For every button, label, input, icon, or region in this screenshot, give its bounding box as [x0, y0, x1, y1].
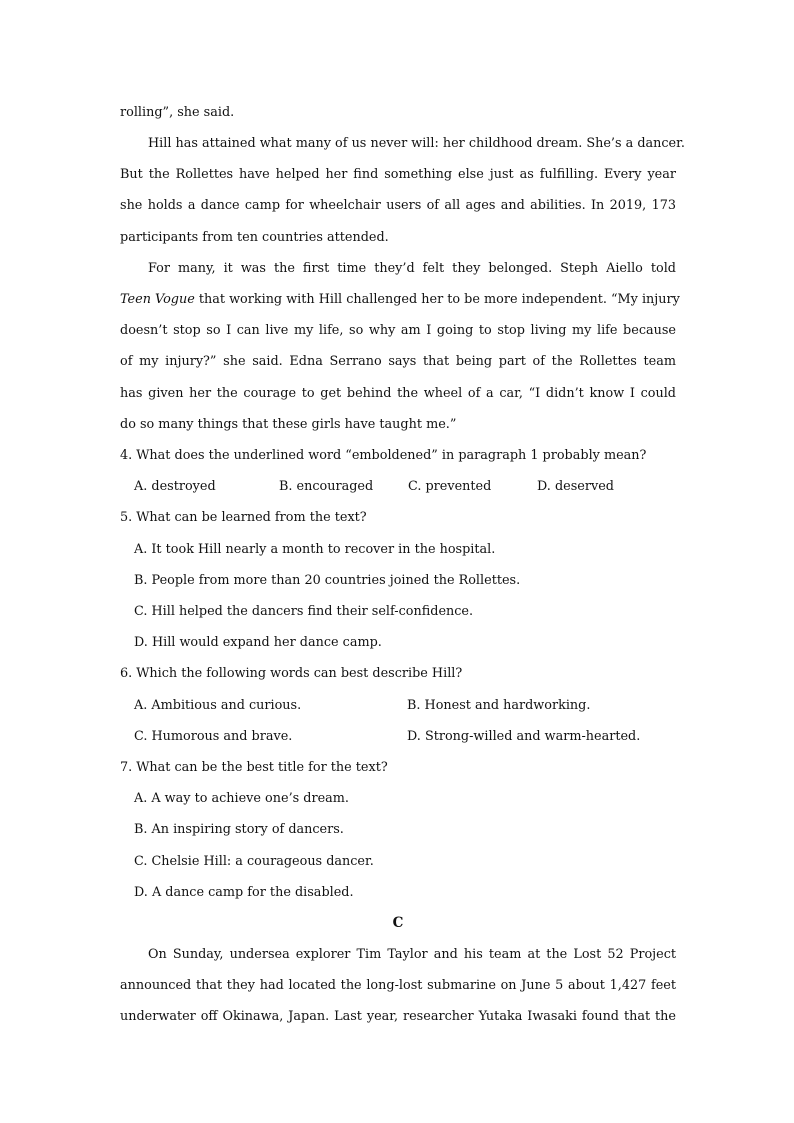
paragraph-2-line-1: For many, it was the first time they’d felt they belonged. Steph Aiello told — [148, 261, 676, 276]
question-5-option-d: D. Hill would expand her dance camp. — [134, 635, 382, 650]
question-7-option-a: A. A way to achieve one’s dream. — [134, 791, 349, 806]
section-c-line-2: announced that they had located the long-lost submarine on June 5 about 1,427 feet — [120, 978, 676, 993]
paragraph-2-line-5: has given her the courage to get behind the wheel of a car, “I didn’t know I could — [120, 386, 676, 401]
paragraph-2-line-2 — [120, 292, 680, 307]
question-7-option-c: C. Chelsie Hill: a courageous dancer. — [134, 854, 374, 869]
paragraph-2-line-4: of my injury?” she said. Edna Serrano says that being part of the Rollettes team — [120, 354, 676, 369]
section-c-line-1: On Sunday, undersea explorer Tim Taylor and his team at the Lost 52 Project — [148, 947, 676, 962]
question-6-option-b: B. Honest and hardworking. — [407, 698, 591, 713]
question-6-option-d: D. Strong-willed and warm-hearted. — [407, 729, 641, 744]
question-6-stem: 6. Which the following words can best describe Hill? — [120, 666, 463, 681]
question-4-option-a: A. destroyed — [134, 479, 216, 494]
paragraph-1-line-4: participants from ten countries attended. — [120, 230, 389, 245]
question-4-option-c: C. prevented — [408, 479, 492, 494]
question-5-stem: 5. What can be learned from the text? — [120, 510, 367, 525]
question-6-option-a: A. Ambitious and curious. — [134, 698, 302, 713]
question-6-option-c: C. Humorous and brave. — [134, 729, 293, 744]
question-4-stem: 4. What does the underlined word “emboldened” in paragraph 1 probably mean? — [120, 448, 647, 463]
question-5-option-a: A. It took Hill nearly a month to recover in the hospital. — [134, 542, 496, 557]
question-4-option-d: D. deserved — [537, 479, 614, 494]
question-7-option-b: B. An inspiring story of dancers. — [134, 822, 344, 837]
question-5-option-c: C. Hill helped the dancers find their self-confidence. — [134, 604, 474, 619]
section-c-heading: C — [392, 915, 404, 931]
question-7-option-d: D. A dance camp for the disabled. — [134, 885, 354, 900]
paragraph-1-line-1: Hill has attained what many of us never will: her childhood dream. She’s a dancer. — [148, 136, 685, 151]
paragraph-2-line-2-text: that working with Hill challenged her to be more independent. “My injury — [194, 292, 680, 307]
section-c-line-3: underwater off Okinawa, Japan. Last year, researcher Yutaka Iwasaki found that the — [120, 1009, 676, 1024]
paragraph-2-line-6: do so many things that these girls have taught me.” — [120, 417, 457, 432]
paragraph-tail: rolling”, she said. — [120, 105, 235, 120]
magazine-title: Teen Vogue — [120, 292, 195, 307]
paragraph-2-line-3: doesn’t stop so I can live my life, so why am I going to stop living my life because — [120, 323, 676, 338]
paragraph-1-line-3: she holds a dance camp for wheelchair users of all ages and abilities. In 2019, 173 — [120, 198, 676, 213]
question-7-stem: 7. What can be the best title for the text? — [120, 760, 388, 775]
question-4-option-b: B. encouraged — [279, 479, 374, 494]
question-5-option-b: B. People from more than 20 countries joined the Rollettes. — [134, 573, 521, 588]
paragraph-1-line-2: But the Rollettes have helped her find something else just as fulfilling. Every year — [120, 167, 676, 182]
